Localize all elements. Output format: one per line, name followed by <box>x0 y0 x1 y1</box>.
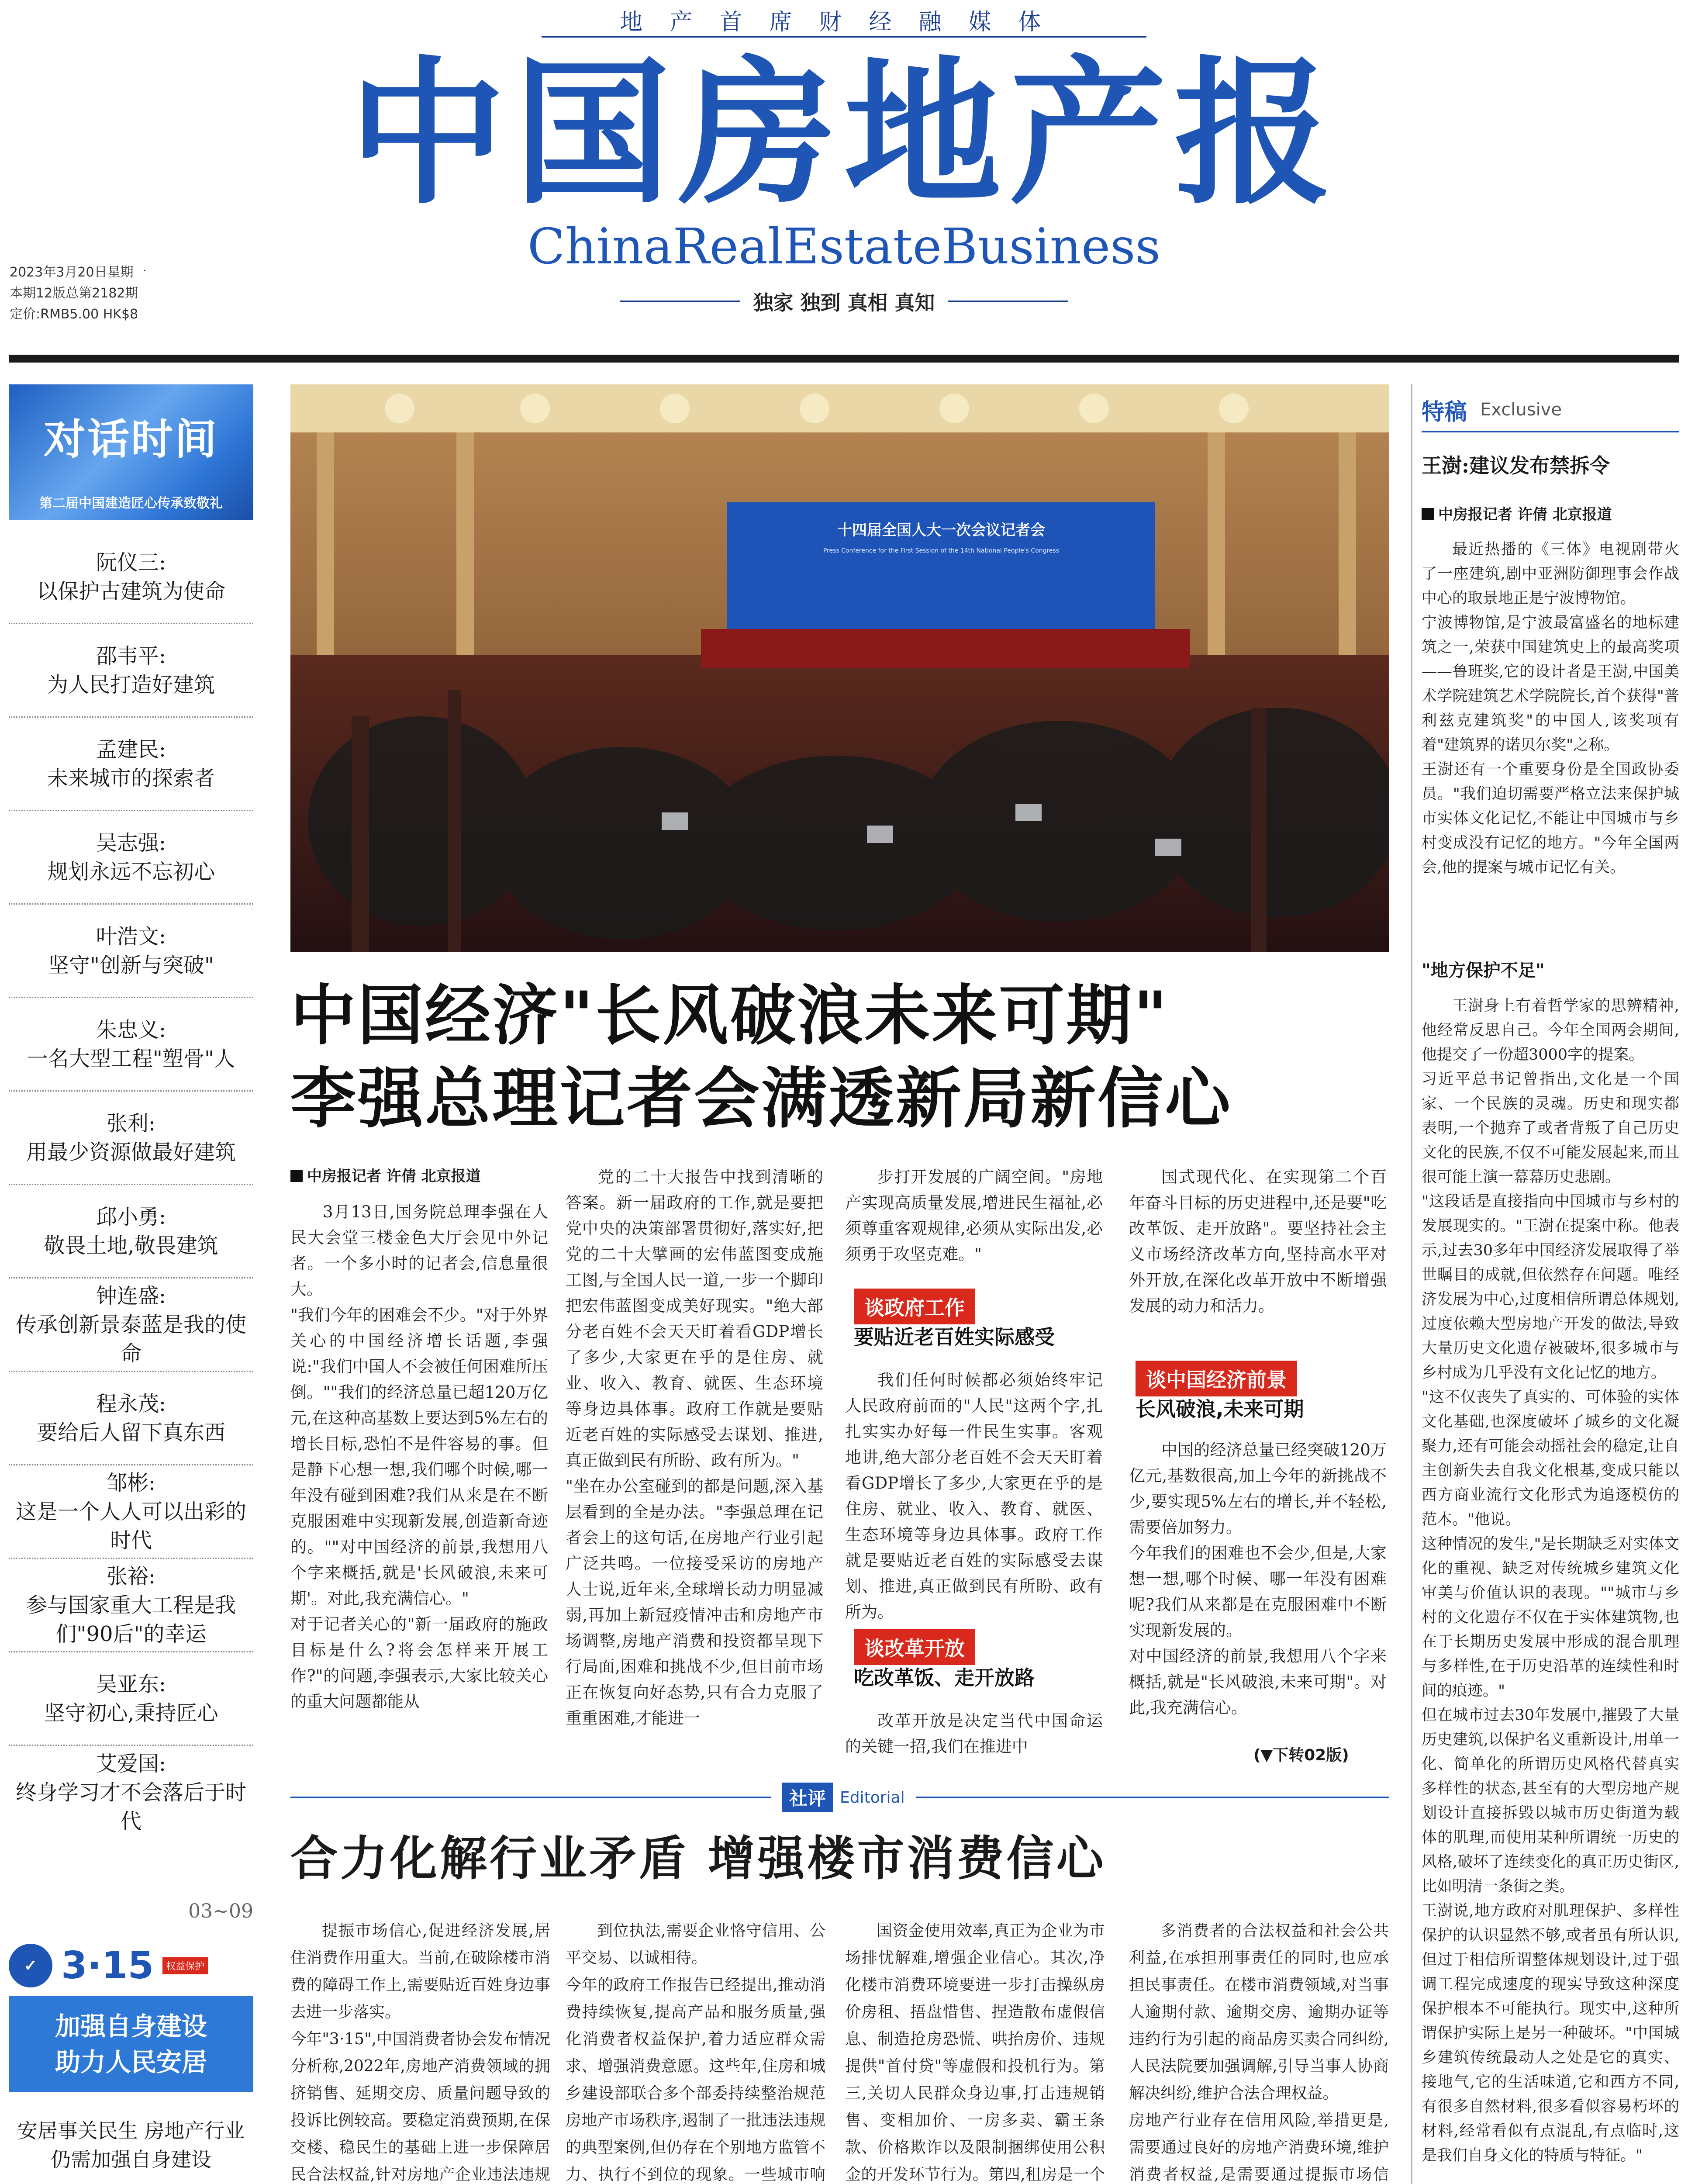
dialogue-item[interactable] <box>9 531 253 624</box>
dialogue-name: 孟建民: <box>96 737 166 762</box>
issue-info <box>10 262 147 325</box>
dialogue-item[interactable] <box>9 1746 253 1839</box>
dialogue-item[interactable] <box>9 1465 253 1559</box>
dialogue-item[interactable] <box>9 1559 253 1652</box>
continued-link[interactable]: (▼下转02版) <box>1253 1746 1349 1764</box>
editorial-bar <box>290 1784 1389 1811</box>
dialogue-item[interactable] <box>9 905 253 998</box>
lead-byline-text: 中房报记者 许倩 北京报道 <box>307 1168 481 1185</box>
section-subtitle: 吃改革饭、走开放路 <box>854 1666 1035 1690</box>
section-subtitle: 要贴近老百姓实际感受 <box>854 1325 1055 1349</box>
editorial-column-text: 多消费者的合法权益和社会公共利益,在承担刑事责任的同时,也应承担民事责任。在楼市消费领域,对当事人逾期付款、逾期交房、逾期办证等违约行为引起的商品房买卖合同纠纷,人民法院要加强调解,引导当事人协商解决纠纷,维护合法合理权益。 房地产行业存在信用风险,举措更是,需要通过良好的房地产消费环境,维护消费者权益,是需要通过提振市场信 <box>1129 1922 1389 2184</box>
dialogue-banner[interactable] <box>9 384 253 520</box>
feature-text: 最近热播的《三体》电视剧带火了一座建筑,剧中亚洲防御理事会作战中心的取景地正是宁波博物馆。 宁波博物馆,是宁波最富盛名的地标建筑之一,荣获中国建筑史上的最高奖项——鲁班奖,它的设计者是王澍,中国美术学院建筑艺术学院院长,首个获得"普利兹克建筑奖"的中国人,该奖项有着"建筑界的诺贝尔奖"之称。 王澍还有一个重要身份是全国政协委员。"我们迫切需要严格立法来保护城市实体文化记忆,不能让中国城市与乡村变成没有记忆的地方。"今年全国两会,他的提案与城市记忆有关。 <box>1422 541 1679 876</box>
section-subtitle: 长风破浪,未来可期 <box>1136 1397 1304 1421</box>
editorial-column-1 <box>290 1918 550 2184</box>
page-reference: 03~09 <box>188 1900 253 1922</box>
lead-column-1 <box>290 1199 548 1767</box>
dialogue-item[interactable] <box>9 1279 253 1372</box>
dialogue-list <box>9 531 253 1839</box>
masthead-rule <box>9 355 1679 363</box>
c315-banner-line: 加强自身建设 <box>55 2011 207 2041</box>
newspaper-title: 中国房地产报 <box>349 41 1339 225</box>
dialogue-name: 钟连盛: <box>96 1283 166 1308</box>
editorial-column-3 <box>845 1918 1105 2184</box>
issue-number: 本期12版总第2182期 <box>10 286 138 301</box>
lead-column-3c <box>845 1708 1103 1769</box>
c315-banner[interactable] <box>9 1996 253 2092</box>
dialogue-name: 吴亚东: <box>96 1672 166 1697</box>
feature-header <box>1422 389 1679 432</box>
editorial-headline[interactable]: 合力化解行业矛盾 增强楼市消费信心 <box>290 1831 1106 1886</box>
feature-text: 王澍身上有着哲学家的思辨精神,他经常反思自己。今年全国两会期间,他提交了一份超3000字的提案。 习近平总书记曾指出,文化是一个国家、一个民族的灵魂。历史和现实都表明,一个抛弃了或者背叛了自己历史文化的民族,不仅不可能发展起来,而且很可能上演一幕幕历史悲剧。 "这段话是直接指向中国城市与乡村的发展现实的。"王澍在提案中称。他表示,过去30多年中国经济发展取得了举世瞩目的成就,但依然存在问题。唯经济发展为中心,过度相信所谓总体规划,过度依赖大型房地产开发的做法,导致大量历史文化遗存被破坏,很多城市与乡村成为几乎没有文化记忆的地方。 "这不仅丧失了真实的、可体验的实体文化基础,也深度破坏了城乡的文化凝聚力,还有可能会动摇社会的稳定,让自主创新失去自我文化根基,变成只能以西方商业流行文化形式为追逐模仿的范本。"他说。 这种情况的发生,"是长期缺乏对实体文化的重视、缺乏对传统城乡建筑文化审美与价值认识的表现。""城市与乡村的文化遗存不仅在于实体建筑物,也在于长期历史发展中形成的混合肌理与多样性,在于历史沿革的连续性和时间的痕迹。" 但在城市过去30年发展中,摧毁了大量历史建筑,以保护名义重新设计,用单一化、简单化的所谓历史风格代替真实多样性的状态,甚至有的大型房地产规划设计直接拆毁以城市历史街道为载体的肌理,而使用某种所谓统一历史的风格,破坏了连续变化的真正历史街区,比如明清一条街之类。 王澍说,地方政府对肌理保护、多样性保护的认识显然不够,或者虽有所认识,但过于相信所谓整体规划设计,过于强调工程完成速度的现实导致这种深度保护根本不可能执行。现实中,这种所谓保护实际上是另一种破坏。"中国城乡建筑传统最动人之处是它的真实、接地气,它的生活味道,它和西方不同,有很多自然材料,很多看似容易朽坏的材料,经常看似有点混乱,有点临时,这是我们自身文化的特质与特征。" <box>1422 997 1679 2164</box>
issue-price: 定价:RMB5.00 HK$8 <box>10 307 138 322</box>
dialogue-name: 程永茂: <box>96 1391 166 1416</box>
section-tag-reform: 谈改革开放 <box>854 1629 975 1665</box>
issue-date: 2023年3月20日星期一 <box>10 265 147 280</box>
feature-subheading: "地方保护不足" <box>1422 960 1545 981</box>
lead-column-text: 3月13日,国务院总理李强在人民大会堂三楼金色大厅会见中外记者。一个多小时的记者会,信息量很大。 "我们今年的困难会不少。"对于外界关心的中国经济增长话题,李强说:"我们中国人不会被任何困难所压倒。""我们的经济总量已超120万亿元,在这种高基数上要达到5%左右的增长目标,恐怕不是件容易的事。但是静下心想一想,我们哪个时候,哪一年没有碰到困难?我们从来是在不断克服困难中实现新发展,创造新奇迹的。""对中国经济的前景,我想用八个字来概括,就是'长风破浪,未来可期'。对此,我充满信心。" 对于记者关心的"新一届政府的施政目标是什么?将会怎样来开展工作?"的问题,李强表示,大家比较关心的重大问题都能从 <box>290 1203 548 1711</box>
dialogue-name: 艾爱国: <box>96 1752 166 1776</box>
dialogue-name: 阮仪三: <box>96 550 166 575</box>
dialogue-headline: 坚守初心,秉持匠心 <box>44 1700 218 1725</box>
lead-headline-line1: 中国经济"长风破浪未来可期" <box>290 977 1170 1054</box>
dialogue-name: 张利: <box>106 1111 156 1136</box>
dialogue-name: 朱忠义: <box>96 1017 166 1042</box>
motto-text: 独家 独到 真相 真知 <box>753 291 935 314</box>
dialogue-item[interactable] <box>9 624 253 718</box>
section-tag-government: 谈政府工作 <box>854 1289 975 1324</box>
lead-column-text: 改革开放是决定当代中国命运的关键一招,我们在推进中 <box>845 1711 1103 1756</box>
dialogue-item[interactable] <box>9 1372 253 1465</box>
backdrop-title: 十四届全国人大一次会议记者会 <box>837 522 1045 539</box>
c315-logo-icon: ✓ <box>9 1944 52 1987</box>
dialogue-name: 吴志强: <box>96 830 166 855</box>
feature-tag-en: Exclusive <box>1480 400 1562 420</box>
press-conference-photo <box>290 384 1389 952</box>
dialogue-item[interactable] <box>9 1185 253 1279</box>
dialogue-headline: 规划永远不忘初心 <box>47 859 215 884</box>
dialogue-headline: 传承创新景泰蓝是我的使命 <box>15 1312 246 1366</box>
photo-illustration <box>290 384 1389 952</box>
section-tag-economy: 谈中国经济前景 <box>1136 1361 1297 1396</box>
byline-square-icon <box>1422 508 1434 520</box>
dialogue-headline: 未来城市的探索者 <box>47 766 215 791</box>
lead-column-text: 中国的经济总量已经突破120万亿元,基数很高,加上今年的新挑战不少,要实现5%左右的增长,并不轻松,需要倍加努力。 今年我们的困难也不会少,但是,大家想一想,哪个时候、哪一年没有困难呢?我们从来都是在克服困难中不断实现新发展的。 对中国经济的前景,我想用八个字来概括,就是"长风破浪,未来可期"。对此,我充满信心。 <box>1129 1441 1387 1717</box>
dialogue-item[interactable] <box>9 998 253 1092</box>
dialogue-name: 叶浩文: <box>96 924 166 949</box>
c315-item[interactable]: 安居事关民生 房地产行业仍需加强自身建设 <box>9 2103 253 2184</box>
feature-byline-text: 中房报记者 许倩 北京报道 <box>1438 506 1612 523</box>
lead-column-text: 国式现代化、在实现第二个百年奋斗目标的历史进程中,还是要"吃改革饭、走开放路"。要坚持社会主义市场经济改革方向,坚持高水平对外开放,在深化改革开放中不断增强发展的动力和活力。 <box>1129 1168 1387 1315</box>
feature-tag: 特稿 <box>1422 399 1467 425</box>
dialogue-headline: 参与国家重大工程是我们"90后"的幸运 <box>26 1593 236 1646</box>
editorial-column-4 <box>1129 1918 1389 2184</box>
c315-logo-text: 3·15 <box>61 1944 154 1987</box>
newspaper-title-en: ChinaRealEstateBusiness <box>527 218 1161 275</box>
dialogue-title: 对话时间 <box>44 415 218 464</box>
dialogue-headline: 这是一个人人可以出彩的时代 <box>15 1499 246 1553</box>
lead-column-4b <box>1129 1437 1387 1752</box>
masthead <box>0 0 1688 354</box>
feature-byline <box>1422 502 1612 524</box>
dialogue-name: 邵韦平: <box>96 643 166 668</box>
editorial-column-2 <box>566 1918 825 2184</box>
lead-column-text: 我们任何时候都必须始终牢记人民政府前面的"人民"这两个字,扎扎实实办好每一件民生实事。客观地讲,绝大部分老百姓不会天天盯着看GDP增长了多少,大家更在乎的是住房、就业、收入、教育、就医、生态环境等身边具体事。政府工作就是要贴近老百姓的实际感受去谋划、推进,真正做到民有所盼、政有所为。 <box>845 1371 1103 1621</box>
c315-banner-line: 助力人民安居 <box>55 2047 207 2077</box>
lead-column-3b <box>845 1367 1103 1621</box>
editorial-tag <box>771 1784 916 1811</box>
slogan-rule <box>542 36 1146 38</box>
dialogue-headline: 要给后人留下真东西 <box>36 1420 225 1445</box>
dialogue-item[interactable] <box>9 1652 253 1746</box>
feature-column-1 <box>1422 537 1679 948</box>
lead-column-2 <box>566 1164 823 1767</box>
motto <box>620 284 1068 319</box>
dialogue-item[interactable] <box>9 1092 253 1185</box>
c315-tag: 权益保护 <box>162 1957 208 1974</box>
dialogue-headline: 一名大型工程"塑骨"人 <box>27 1046 235 1071</box>
dialogue-name: 邹彬: <box>106 1470 156 1495</box>
backdrop-subtitle: Press Conference for the First Session of the 14th National People's Congress <box>823 547 1060 554</box>
editorial-column-text: 到位执法,需要企业恪守信用、公平交易、以诚相待。 今年的政府工作报告已经提出,推动消费持续恢复,提高产品和服务质量,强化消费者权益保护,着力适应群众需求、增强消费意愿。这些年,住房和城乡建设部联合多个部委持续整治规范房地产市场秩序,遏制了一批违法违规的典型案例,但仍存在个别地方监管不力、执行不到位的现象。一些城市响 <box>566 1922 825 2184</box>
dialogue-subtitle: 第二届中国建造匠心传承致敬礼 <box>39 496 223 511</box>
dialogue-item[interactable] <box>9 718 253 811</box>
lead-byline <box>290 1164 481 1185</box>
byline-square-icon <box>290 1170 303 1182</box>
motto-rule-right <box>948 301 1068 302</box>
dialogue-item[interactable] <box>9 811 253 905</box>
dialogue-headline: 为人民打造好建筑 <box>47 672 215 697</box>
editorial-column-text: 提振市场信心,促进经济发展,居住消费作用重大。当前,在破除楼市消费的障碍工作上,需要贴近百姓身边事去进一步落实。 今年"3·15",中国消费者协会发布情况分析称,2022年,房地产消费领域的拥挤销售、延期交房、质量问题导致的投诉比例较高。要稳定消费预期,在保交楼、稳民生的基础上进一步保障居民合法权益,针对房地产企业违法违规 <box>290 1922 550 2184</box>
motto-rule-left <box>620 301 740 302</box>
c315-header <box>9 1942 253 1990</box>
dialogue-headline: 坚守"创新与突破" <box>48 953 214 978</box>
dialogue-headline: 用最少资源做最好建筑 <box>26 1140 236 1165</box>
editorial-column-text: 国资金使用效率,真正为企业为市场排忧解难,增强企业信心。其次,净化楼市消费环境要进一步打击操纵房价房租、捂盘惜售、捏造散布虚假信息、制造抢房恐慌、哄抬房价、违规提供"首付贷"等虚假和投机行为。第三,关切人民群众身边事,打击违规销售、变相加价、一房多卖、霸王条款、价格欺诈以及限制捆绑使用公积金的开发环节行为。第四,租房是一个 <box>845 1922 1105 2184</box>
lead-headline-line2: 李强总理记者会满透新局新信心 <box>290 1060 1232 1137</box>
masthead-slogan: 地产首席财经融媒体 <box>620 9 1068 35</box>
left-sidebar <box>9 384 253 2184</box>
lead-column-4a <box>1129 1164 1387 1348</box>
dialogue-headline: 以保护古建筑为使命 <box>36 579 225 604</box>
feature-headline[interactable]: 王澍:建议发布禁拆令 <box>1422 454 1610 477</box>
lead-headline[interactable] <box>290 974 1389 1140</box>
editorial-tag-cn: 社评 <box>782 1783 833 1812</box>
feature-column-2 <box>1422 994 1679 2184</box>
dialogue-headline: 终身学习才不会落后于时代 <box>15 1780 246 1834</box>
lead-column-text: 党的二十大报告中找到清晰的答案。新一届政府的工作,就是要把党中央的决策部署贯彻好,落实好,把党的二十大擘画的宏伟蓝图变成施工图,与全国人民一道,一步一个脚印把宏伟蓝图变成美好现实。"绝大部分老百姓不会天天盯着看GDP增长了多少,大家更在乎的是住房、就业、收入、教育、就医、生态环境等身边具体事。政府工作就是要贴近老百姓的实际感受去谋划、推进,真正做到民有所盼、政有所为。" "坐在办公室碰到的都是问题,深入基层看到的全是办法。"李强总理在记者会上的这句话,在房地产行业引起广泛共鸣。一位接受采访的房地产人士说,近年来,全球增长动力明显减弱,再加上新冠疫情冲击和房地产市场调整,房地产消费和投资都呈现下行局面,困难和挑战不少,但目前市场正在恢复向好态势,只有合力克服了重重困难,才能进一 <box>566 1168 823 1728</box>
lead-column-3a <box>845 1164 1103 1286</box>
dialogue-name: 邱小勇: <box>96 1204 166 1229</box>
dialogue-name: 张裕: <box>106 1564 156 1589</box>
c315-list <box>9 2103 253 2184</box>
editorial-tag-en: Editorial <box>840 1788 905 1807</box>
lead-column-text: 步打开发展的广阔空间。"房地产实现高质量发展,增进民生福祉,必须尊重客观规律,必须从实际出发,必须勇于攻坚克难。" <box>845 1168 1103 1264</box>
column-divider <box>1411 384 1412 2184</box>
dialogue-headline: 敬畏土地,敬畏建筑 <box>44 1233 218 1258</box>
